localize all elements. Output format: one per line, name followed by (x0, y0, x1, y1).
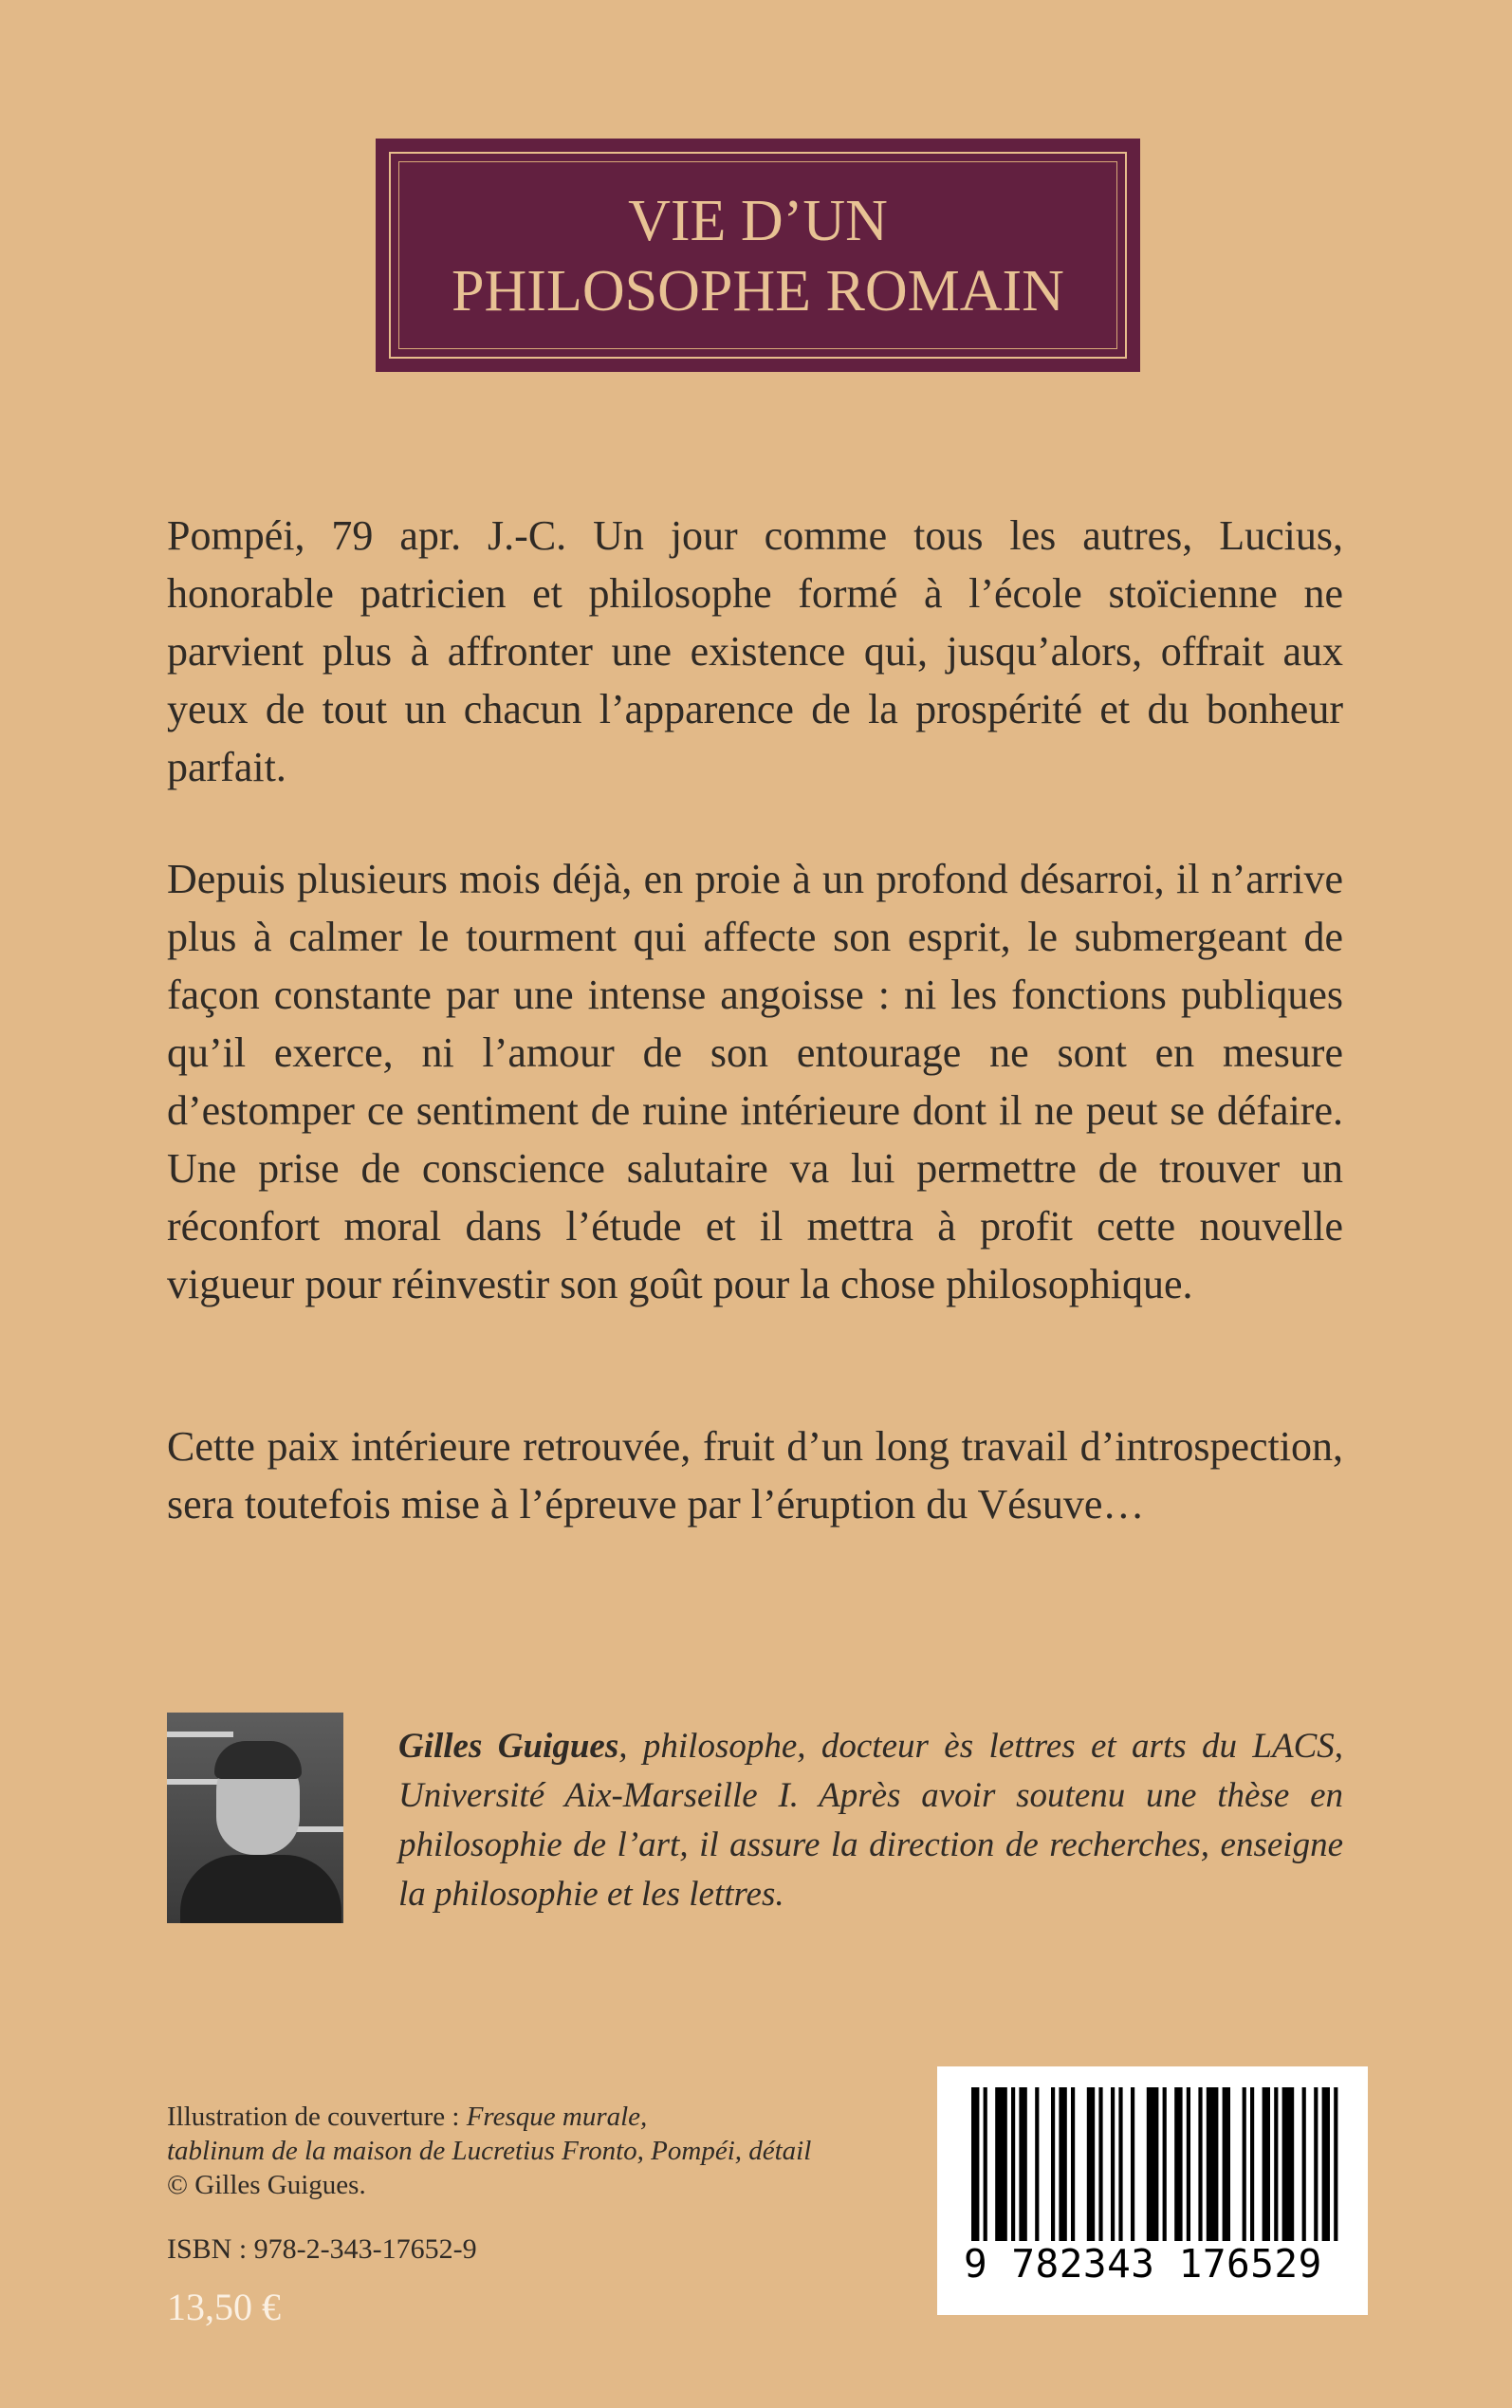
barcode-bar (1011, 2087, 1015, 2241)
barcode-bar (1263, 2087, 1270, 2241)
author-bio (398, 1722, 1343, 1919)
barcode-bar (1071, 2087, 1075, 2241)
barcode-bar (1334, 2087, 1337, 2241)
photo-figure-hair (214, 1741, 302, 1779)
book-title-line-2: PHILOSOPHE ROMAIN (452, 259, 1064, 324)
barcode-bar (1163, 2087, 1167, 2241)
barcode-bar (1174, 2087, 1182, 2241)
barcode-bar (1302, 2087, 1306, 2241)
barcode-bar (1019, 2087, 1026, 2241)
barcode-bar (1243, 2087, 1246, 2241)
barcode-bar (1098, 2087, 1102, 2241)
barcode-bar (1131, 2087, 1134, 2241)
credits-title: Fresque murale, (466, 2102, 648, 2132)
barcode-bar (1118, 2087, 1122, 2241)
barcode-bar (1087, 2087, 1095, 2241)
barcode-bar (1147, 2087, 1159, 2241)
barcode-bar (1035, 2087, 1039, 2241)
barcode-bar (1111, 2087, 1115, 2241)
barcode-bar (1322, 2087, 1330, 2241)
barcode-bar (1059, 2087, 1066, 2241)
cover-credits (167, 2100, 888, 2202)
book-title-line-1: VIE D’UN (628, 189, 888, 253)
isbn: ISBN : 978-2-343-17652-9 (167, 2233, 477, 2265)
book-title (376, 186, 1140, 326)
author-name: Gilles Guigues (398, 1727, 619, 1766)
barcode-bar (1187, 2087, 1190, 2241)
credits-copyright: © Gilles Guigues. (167, 2170, 366, 2200)
barcode-bar (1051, 2087, 1055, 2241)
credits-label: Illustration de couverture : (167, 2102, 467, 2132)
photo-bookshelf (167, 1732, 233, 1737)
barcode-bar (1314, 2087, 1318, 2241)
barcode-bar (971, 2087, 979, 2241)
barcode-digits: 9 782343 176529 (964, 2241, 1322, 2287)
blurb-paragraph-1: Pompéi, 79 apr. J.-C. Un jour comme tous les autres, Lucius, honorable patricien et philosophe formé à l’école stoïcienne ne parvient plus à affronter une existence qui, jusqu’alors, offrait aux yeux de tout un chacun l’apparence de la prospérité et du bonheur parfait. (167, 512, 1343, 790)
barcode-bar (1207, 2087, 1219, 2241)
barcode-bar (1282, 2087, 1295, 2241)
photo-figure-body (180, 1855, 341, 1923)
title-panel (376, 139, 1140, 372)
barcode (937, 2066, 1368, 2315)
barcode-bar (1274, 2087, 1278, 2241)
author-photo (167, 1713, 343, 1923)
blurb-paragraph-3: Cette paix intérieure retrouvée, fruit d’un long travail d’introspection, sera toutefois mise à l’épreuve par l’éruption du Vésuve… (167, 1423, 1343, 1528)
price: 13,50 € (167, 2286, 281, 2328)
barcode-bar (1250, 2087, 1254, 2241)
barcode-bar (1223, 2087, 1230, 2241)
credits-detail: tablinum de la maison de Lucretius Fronto, Pompéi, détail (167, 2136, 812, 2166)
barcode-bar (995, 2087, 1007, 2241)
blurb-paragraph-2: Depuis plusieurs mois déjà, en proie à un profond désarroi, il n’arrive plus à calmer le tourment qui affecte son esprit, le submergeant de façon constante par une intense angoisse : ni les fonctions publiques qu’il exerce, ni l’amour de son entourage ne sont en mesure d’estomper ce sentiment de ruine intérieure dont il ne peut se défaire. Une prise de conscience salutaire va lui permettre de trouver un réconfort moral dans l’étude et il mettra à profit cette nouvelle vigueur pour réinvestir son goût pour la chose philosophique. (167, 856, 1343, 1307)
barcode-bar (984, 2087, 987, 2241)
barcode-bar (1198, 2087, 1202, 2241)
author-bio-text: , philosophe, docteur ès lettres et arts du LACS, Université Aix-Marseille I. Après avoir soutenu une thèse en philosophie de l’art, il assure la direction de recherches, enseigne la philosophie et les lettres. (398, 1727, 1343, 1914)
